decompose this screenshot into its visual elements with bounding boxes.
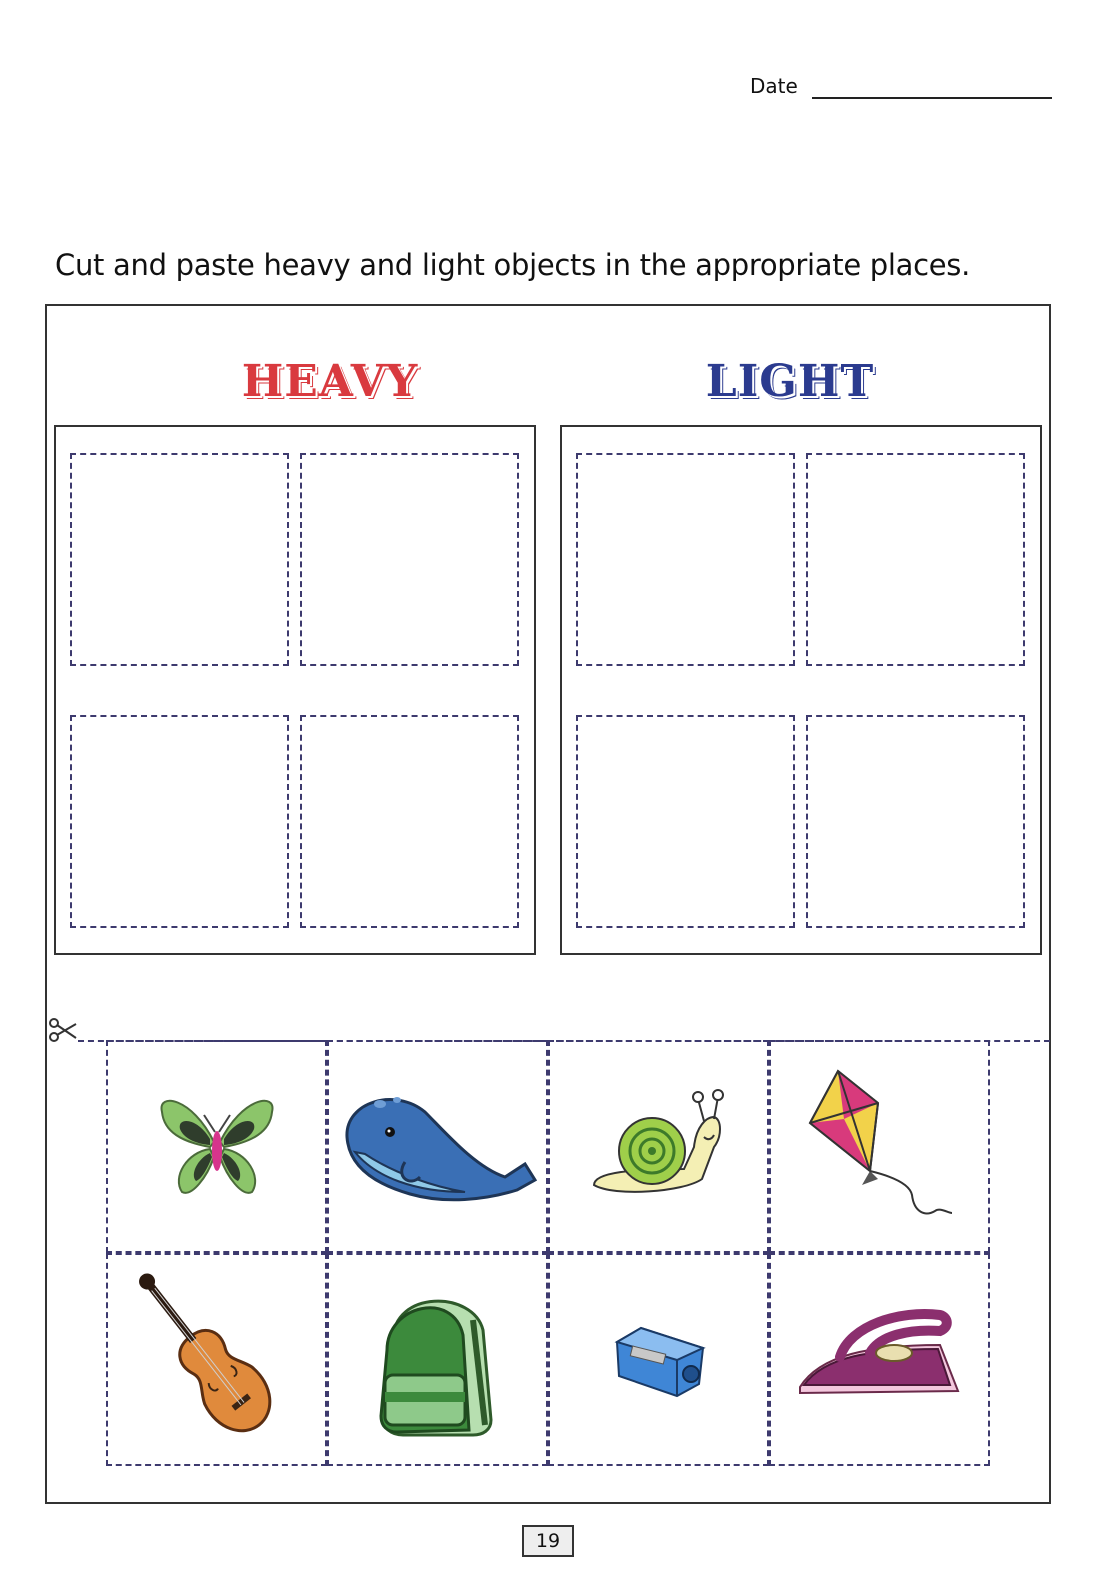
light-heading: LIGHT (705, 356, 875, 407)
heavy-slot[interactable] (300, 453, 519, 666)
whale-icon (335, 1082, 540, 1212)
date-field[interactable] (812, 97, 1052, 99)
cutout-cell[interactable] (106, 1253, 327, 1466)
butterfly-icon (152, 1087, 282, 1207)
instruction-text: Cut and paste heavy and light objects in the appropriate places. (55, 248, 971, 282)
light-slot[interactable] (576, 715, 795, 928)
scissors-icon (48, 1018, 78, 1042)
light-slot[interactable] (806, 715, 1025, 928)
cutout-cell[interactable] (106, 1040, 327, 1253)
iron-icon (790, 1305, 970, 1415)
cutout-cell[interactable] (548, 1253, 769, 1466)
cutout-cell[interactable] (769, 1253, 990, 1466)
heavy-slot[interactable] (300, 715, 519, 928)
pencil-sharpener-icon (611, 1320, 706, 1400)
page-number: 19 (522, 1525, 574, 1557)
heavy-heading: HEAVY (241, 356, 419, 407)
violin-icon (124, 1265, 309, 1455)
cutout-cell[interactable] (548, 1040, 769, 1253)
cutout-cell[interactable] (327, 1253, 548, 1466)
kite-icon (800, 1067, 960, 1227)
heavy-slot[interactable] (70, 715, 289, 928)
light-slot[interactable] (806, 453, 1025, 666)
heavy-slot[interactable] (70, 453, 289, 666)
cutout-cell[interactable] (769, 1040, 990, 1253)
snail-icon (584, 1087, 734, 1207)
cutout-cell[interactable] (327, 1040, 548, 1253)
date-label: Date (750, 74, 798, 98)
light-slot[interactable] (576, 453, 795, 666)
backpack-icon (373, 1280, 503, 1440)
